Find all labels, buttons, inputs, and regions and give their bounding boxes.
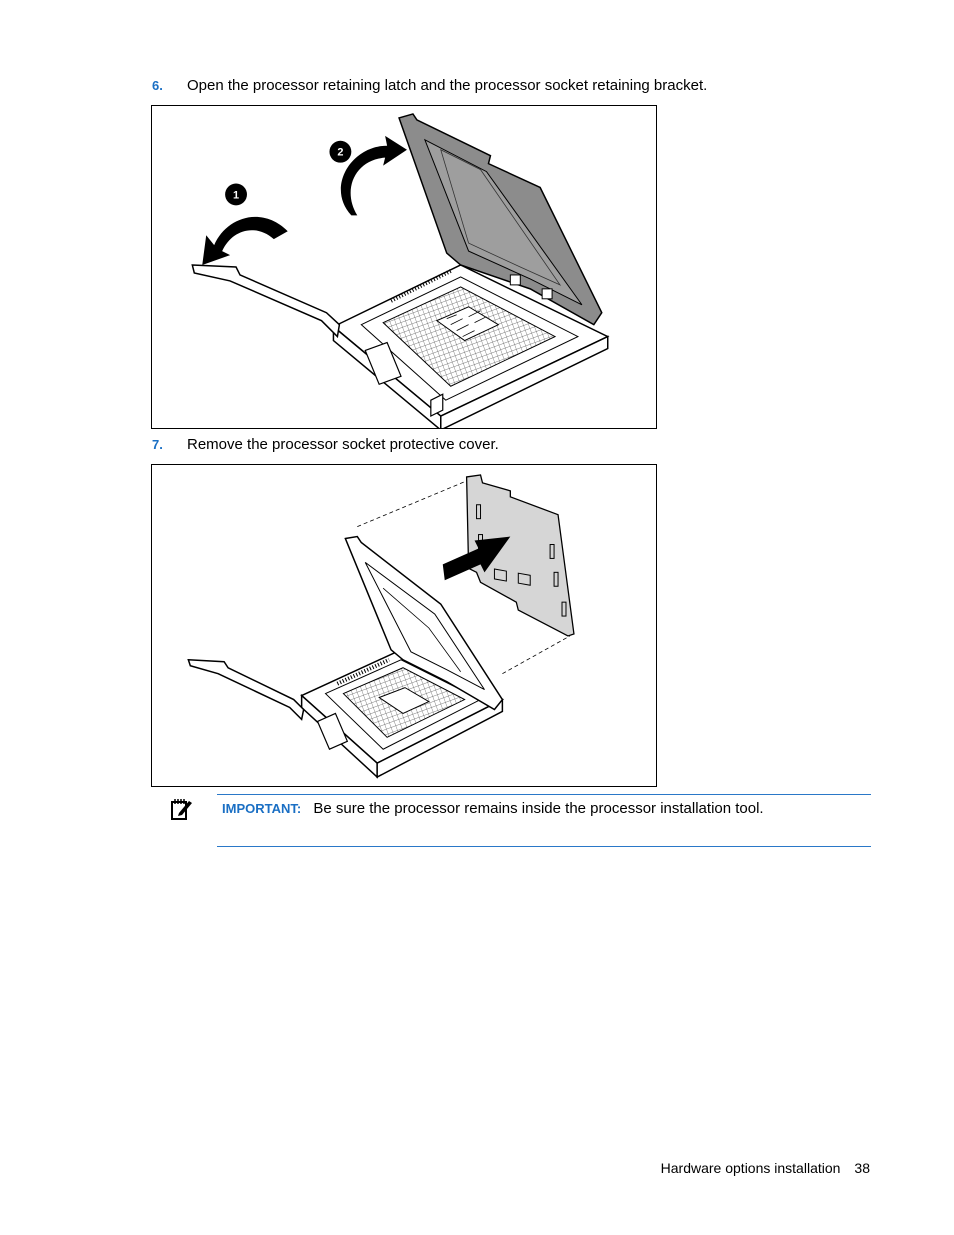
arrow-2 (329, 136, 407, 216)
note-bottom-rule (217, 846, 871, 847)
footer-section: Hardware options installation (660, 1160, 841, 1176)
remove-cover-illustration (152, 465, 656, 786)
important-note-icon (171, 797, 193, 821)
step-number: 6. (152, 78, 163, 93)
note-top-rule (217, 794, 871, 795)
callout-1: 1 (233, 189, 240, 202)
figure-open-latch-and-bracket (151, 105, 657, 429)
page-footer (661, 1159, 870, 1177)
retaining-latch-lever (192, 265, 339, 337)
step-text: Remove the processor socket protective cover. (187, 436, 499, 453)
important-text: Be sure the processor remains inside the processor installation tool. (313, 800, 764, 817)
arrow-1 (202, 184, 287, 265)
retaining-latch-lever (188, 660, 303, 720)
socket-open-illustration (152, 106, 656, 428)
callout-2: 2 (337, 146, 344, 159)
figure-remove-protective-cover (151, 464, 657, 787)
important-note (222, 800, 764, 818)
step-number: 7. (152, 437, 163, 452)
important-label: IMPORTANT: (222, 801, 302, 816)
step-text: Open the processor retaining latch and the processor socket retaining bracket. (187, 77, 708, 94)
page-number: 38 (854, 1160, 870, 1176)
